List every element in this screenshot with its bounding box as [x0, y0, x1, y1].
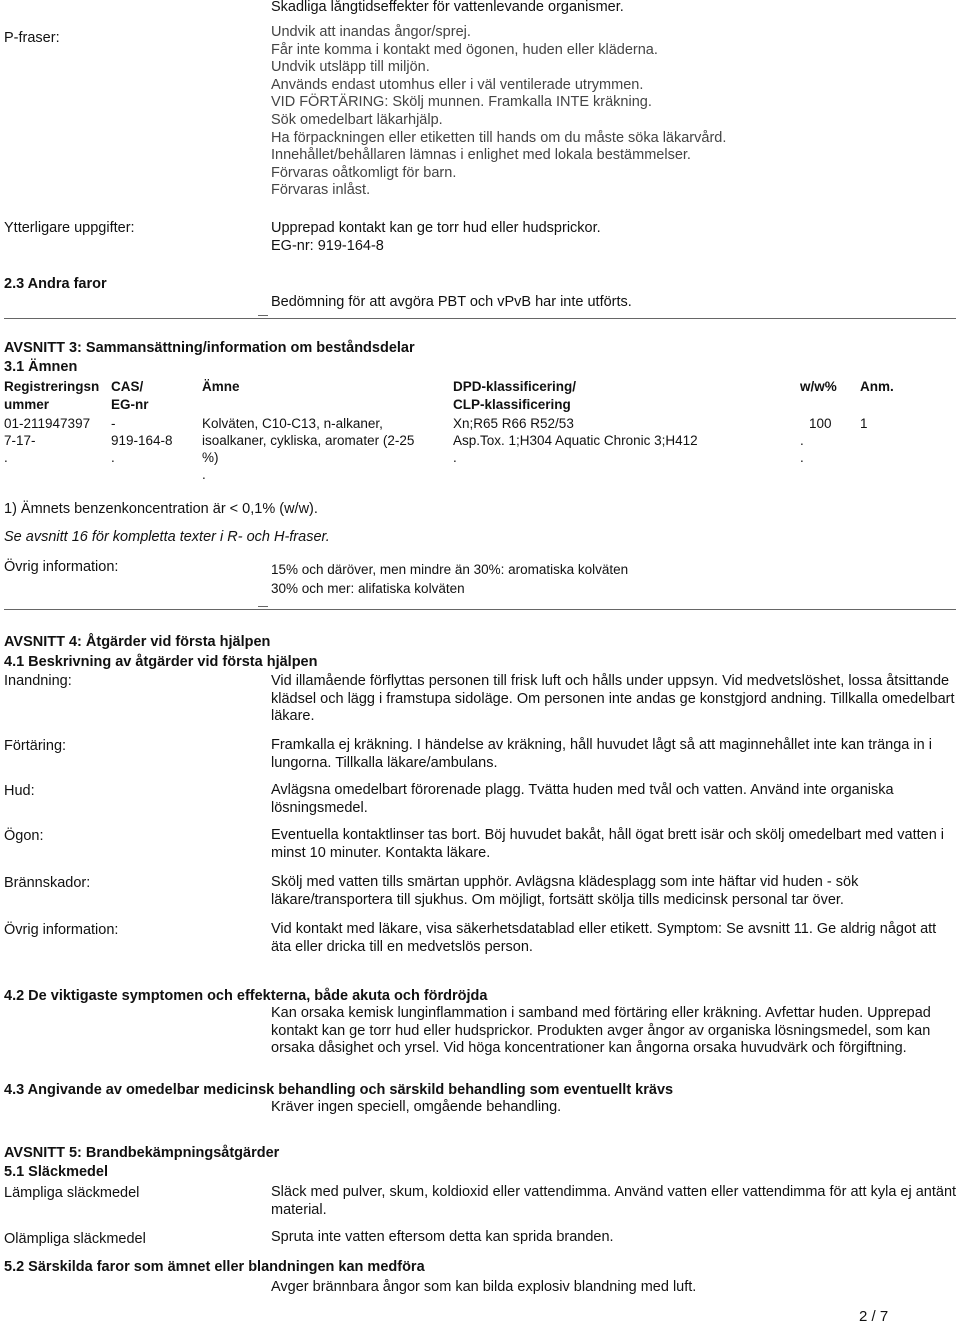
pfraser-line: Sök omedelbart läkarhjälp. — [271, 111, 443, 128]
col-header-amne: Ämne — [202, 379, 240, 394]
cell-ww1: 100 — [809, 416, 832, 431]
section-divider — [4, 318, 956, 319]
ytterligare-label: Ytterligare uppgifter: — [4, 220, 135, 236]
andra-faror-heading: 2.3 Andra faror — [4, 276, 107, 292]
cell-reg1: 01-211947397 — [4, 416, 91, 431]
cell-ww3: . — [800, 450, 804, 465]
first-aid-text-burns: Skölj med vatten tills smärtan upphör. Avlägsna klädesplagg som inte häftar vid huden - sök läkare/transportera till sjukhus. Om möjligt, fortsätt skölja tills medicinsk personal tar över. — [271, 874, 859, 908]
section43-heading: 4.3 Angivande av omedelbar medicinsk behandling och särskild behandling som eventuellt krävs — [4, 1082, 674, 1098]
pfraser-line: Innehållet/behållaren lämnas i enlighet med lokala bestämmelser. — [271, 147, 691, 164]
first-aid-text-skin: Avlägsna omedelbart förorenade plagg. Tvätta huden med tvål och vatten. Använd inte organiska lösningsmedel. — [271, 782, 894, 816]
section4-title: AVSNITT 4: Åtgärder vid första hjälpen — [4, 634, 271, 650]
cell-amne2: isoalkaner, cykliska, aromater (2-25 — [202, 433, 415, 448]
first-aid-text-other: Vid kontakt med läkare, visa säkerhetsdatablad eller etikett. Symptom: Se avsnitt 11. Ge aldrig något att äta eller dricka till en medvetslös person. — [271, 921, 937, 955]
col-header-reg1: Registreringsn — [4, 379, 100, 394]
first-aid-text-ingestion: Framkalla ej kräkning. I händelse av kräkning, håll huvudet lågt så att maginnehållet inte kan tränga in i lungorna. Tillkalla läkare/ambulans. — [271, 737, 932, 771]
ovrig-info-label: Övrig information: — [4, 559, 119, 575]
cell-reg3: . — [4, 450, 8, 465]
pfraser-line: Används endast utomhus eller i väl ventilerade utrymmen. — [271, 76, 644, 93]
first-aid-text-inhalation: Vid illamående förflyttas personen till frisk luft och hålls under uppsyn. Vid medvetslöshet, lossa åtsittande klädsel och lägg i framstupa sidoläge. Om personen inte andas ge konstgjord andning. Tillkalla omedelbart läkare. — [271, 673, 955, 725]
first-aid-label-inhalation: Inandning: — [4, 673, 72, 689]
unsuitable-media-text: Spruta inte vatten eftersom detta kan sprida branden. — [271, 1229, 614, 1245]
first-aid-label-burns: Brännskador: — [4, 875, 91, 891]
first-aid-label-skin: Hud: — [4, 783, 35, 799]
cell-dpd2: Asp.Tox. 1;H304 Aquatic Chronic 3;H412 — [453, 433, 698, 448]
cell-cas3: . — [111, 450, 115, 465]
cell-anm: 1 — [860, 416, 868, 431]
first-aid-label-eyes: Ögon: — [4, 828, 44, 844]
section4-subtitle: 4.1 Beskrivning av åtgärder vid första hjälpen — [4, 654, 318, 670]
pfraser-label: P-fraser: — [4, 30, 60, 46]
section3-title: AVSNITT 3: Sammansättning/information om beståndsdelar — [4, 340, 415, 356]
suitable-media-text: Släck med pulver, skum, koldioxid eller vattendimma. Använd vatten eller vattendimma för att kyla ej antänt material. — [271, 1184, 957, 1218]
ovrig-info-line2: 30% och mer: alifatiska kolväten — [271, 581, 465, 596]
section5-title: AVSNITT 5: Brandbekämpningsåtgärder — [4, 1145, 280, 1161]
first-aid-text-eyes: Eventuella kontaktlinser tas bort. Böj huvudet bakåt, håll ögat brett isär och skölj omedelbart med vatten i minst 10 minuter. Kontakta läkare. — [271, 827, 945, 861]
section5-subtitle: 5.1 Släckmedel — [4, 1164, 108, 1180]
first-aid-label-ingestion: Förtäring: — [4, 738, 67, 754]
section3-subtitle: 3.1 Ämnen — [4, 359, 78, 375]
section52-heading: 5.2 Särskilda faror som ämnet eller blandningen kan medföra — [4, 1259, 425, 1275]
divider-tick — [258, 606, 268, 607]
section43-text: Kräver ingen speciell, omgående behandling. — [271, 1099, 562, 1115]
ytterligare-line1: Upprepad kontakt kan ge torr hud eller hudsprickor. — [271, 220, 601, 236]
col-header-anm: Anm. — [860, 379, 894, 394]
andra-faror-text: Bedömning för att avgöra PBT och vPvB har inte utförts. — [271, 294, 632, 310]
col-header-ww: w/w% — [800, 379, 837, 394]
col-header-dpd1: DPD-klassificering/ — [453, 379, 577, 394]
cell-dpd1: Xn;R65 R66 R52/53 — [453, 416, 574, 431]
col-header-dpd2: CLP-klassificering — [453, 397, 571, 412]
cell-ww2: . — [800, 433, 804, 448]
pfraser-top-line: Skadliga långtidseffekter för vattenlevande organismer. — [271, 0, 624, 15]
first-aid-label-other: Övrig information: — [4, 922, 119, 938]
pfraser-line: Får inte komma i kontakt med ögonen, huden eller kläderna. — [271, 41, 658, 58]
cell-amne3: %) — [202, 450, 219, 465]
suitable-media-label: Lämpliga släckmedel — [4, 1185, 140, 1201]
section52-text: Avger brännbara ångor som kan bilda explosiv blandning med luft. — [271, 1279, 697, 1295]
pfraser-line: Undvik utsläpp till miljön. — [271, 59, 430, 76]
col-header-cas1: CAS/ — [111, 379, 144, 394]
page-number: 2 / 7 — [859, 1308, 889, 1325]
pfraser-list — [271, 24, 726, 200]
section-divider — [4, 609, 956, 610]
ovrig-info-line1: 15% och däröver, men mindre än 30%: aromatiska kolväten — [271, 562, 629, 577]
col-header-cas2: EG-nr — [111, 397, 149, 412]
col-header-reg2: ummer — [4, 397, 50, 412]
ytterligare-line2: EG-nr: 919-164-8 — [271, 238, 384, 254]
pfraser-line: Ha förpackningen eller etiketten till hands om du måste söka läkarvård. — [271, 129, 727, 146]
section42-text: Kan orsaka kemisk lunginflammation i samband med förtäring eller kräkning. Avfettar huden. Upprepad kontakt kan ge torr hud eller hudsprickor. Produkten avger ångor av organiska lösningsmedel, som kan orsaka dåsighet och yrsel. Vid höga koncentrationer kan ångorna orsaka huvudvärk och förgiftning. — [271, 1005, 931, 1057]
footnote: 1) Ämnets benzenkoncentration är < 0,1% (w/w). — [4, 501, 318, 517]
cell-dpd3: . — [453, 450, 457, 465]
pfraser-line: Förvaras oåtkomligt för barn. — [271, 164, 457, 181]
section42-heading: 4.2 De viktigaste symptomen och effekterna, både akuta och fördröjda — [4, 988, 488, 1004]
cell-reg2: 7-17- — [4, 433, 36, 448]
pfraser-line: VID FÖRTÄRING: Skölj munnen. Framkalla INTE kräkning. — [271, 94, 652, 111]
divider-tick — [258, 315, 268, 316]
see-section-16: Se avsnitt 16 för kompletta texter i R- och H-fraser. — [4, 529, 330, 545]
unsuitable-media-label: Olämpliga släckmedel — [4, 1231, 146, 1247]
cell-amne1: Kolväten, C10-C13, n-alkaner, — [202, 416, 383, 431]
pfraser-line: Förvaras inlåst. — [271, 182, 371, 199]
cell-amne4: . — [202, 467, 206, 482]
cell-cas1: - — [111, 416, 116, 431]
cell-cas2: 919-164-8 — [111, 433, 173, 448]
pfraser-line: Undvik att inandas ångor/sprej. — [271, 24, 471, 40]
